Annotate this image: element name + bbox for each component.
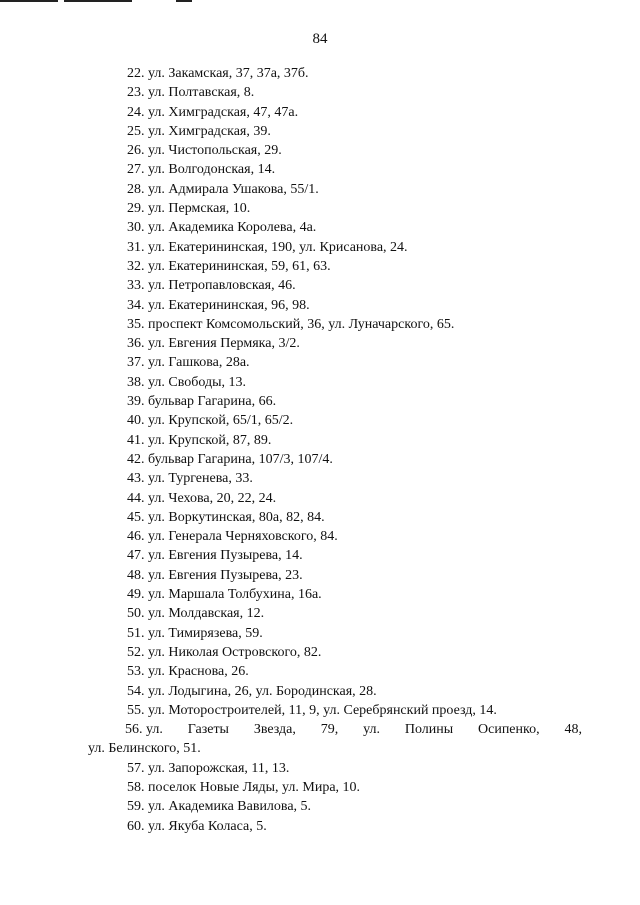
word: Звезда, [253, 722, 296, 738]
list-item: 43. ул. Тургенева, 33. [127, 471, 253, 487]
list-item: 50. ул. Молдавская, 12. [127, 606, 265, 622]
list-item: 26. ул. Чистопольская, 29. [127, 143, 282, 159]
list-item: 45. ул. Воркутинская, 80а, 82, 84. [127, 509, 325, 525]
list-item: 46. ул. Генерала Черняховского, 84. [127, 529, 338, 545]
word: 79, [320, 722, 339, 738]
list-item: 27. ул. Волгодонская, 14. [127, 162, 276, 178]
list-item: 41. ул. Крупской, 87, 89. [127, 432, 272, 448]
word: 48, [564, 722, 582, 738]
list-item: 40. ул. Крупской, 65/1, 65/2. [127, 413, 294, 429]
scan-edge-mark [0, 0, 58, 2]
list-item: 30. ул. Академика Королева, 4а. [127, 220, 317, 236]
list-item: 29. ул. Пермская, 10. [127, 201, 251, 217]
list-item: 36. ул. Евгения Пермяка, 3/2. [127, 336, 300, 352]
list-item: 53. ул. Краснова, 26. [127, 664, 249, 680]
page-number: 84 [312, 31, 328, 47]
word: Осипенко, [478, 722, 540, 738]
list-item: 25. ул. Химградская, 39. [127, 123, 271, 139]
scan-edge-mark [64, 0, 132, 2]
list-item: 23. ул. Полтавская, 8. [127, 85, 255, 101]
list-item: 31. ул. Екатерининская, 190, ул. Крисанова, 24. [127, 239, 408, 255]
list-item: 60. ул. Якуба Коласа, 5. [127, 818, 267, 834]
list-item: 55. ул. Моторостроителей, 11, 9, ул. Серебрянский проезд, 14. [127, 702, 497, 718]
list-item: 38. ул. Свободы, 13. [127, 374, 246, 390]
continuation-line: ул. Белинского, 51. [88, 741, 201, 757]
list-item: 48. ул. Евгения Пузырева, 23. [127, 567, 303, 583]
list-item: 37. ул. Гашкова, 28а. [127, 355, 250, 371]
list-item: 39. бульвар Гагарина, 66. [127, 394, 277, 410]
address-list [0, 64, 640, 836]
list-item: 47. ул. Евгения Пузырева, 14. [127, 548, 303, 564]
list-item: 54. ул. Лодыгина, 26, ул. Бородинская, 28. [127, 683, 377, 699]
list-item: 49. ул. Маршала Толбухина, 16а. [127, 587, 322, 603]
list-item: 24. ул. Химградская, 47, 47а. [127, 104, 299, 120]
scan-edge-mark [176, 0, 192, 2]
list-item: 35. проспект Комсомольский, 36, ул. Луначарского, 65. [127, 316, 455, 332]
word: ул. [363, 722, 380, 738]
justified-line [0, 720, 640, 739]
word: Газеты [187, 722, 229, 738]
word: Полины [404, 722, 454, 738]
list-item: 44. ул. Чехова, 20, 22, 24. [127, 490, 277, 506]
list-item-multiline [0, 720, 640, 759]
list-item: 22. ул. Закамская, 37, 37а, 37б. [127, 66, 309, 81]
list-item: 33. ул. Петропавловская, 46. [127, 278, 296, 294]
list-item: 57. ул. Запорожская, 11, 13. [127, 760, 290, 776]
list-item: 59. ул. Академика Вавилова, 5. [127, 799, 312, 815]
list-item: 28. ул. Адмирала Ушакова, 55/1. [127, 181, 319, 197]
word: 56. ул. [125, 722, 163, 738]
list-item: 51. ул. Тимирязева, 59. [127, 625, 263, 641]
list-item: 52. ул. Николая Островского, 82. [127, 644, 322, 660]
list-item: 58. поселок Новые Ляды, ул. Мира, 10. [127, 779, 361, 795]
list-item: 32. ул. Екатерининская, 59, 61, 63. [127, 258, 331, 274]
list-item: 42. бульвар Гагарина, 107/3, 107/4. [127, 451, 333, 467]
list-item: 34. ул. Екатерининская, 96, 98. [127, 297, 310, 313]
